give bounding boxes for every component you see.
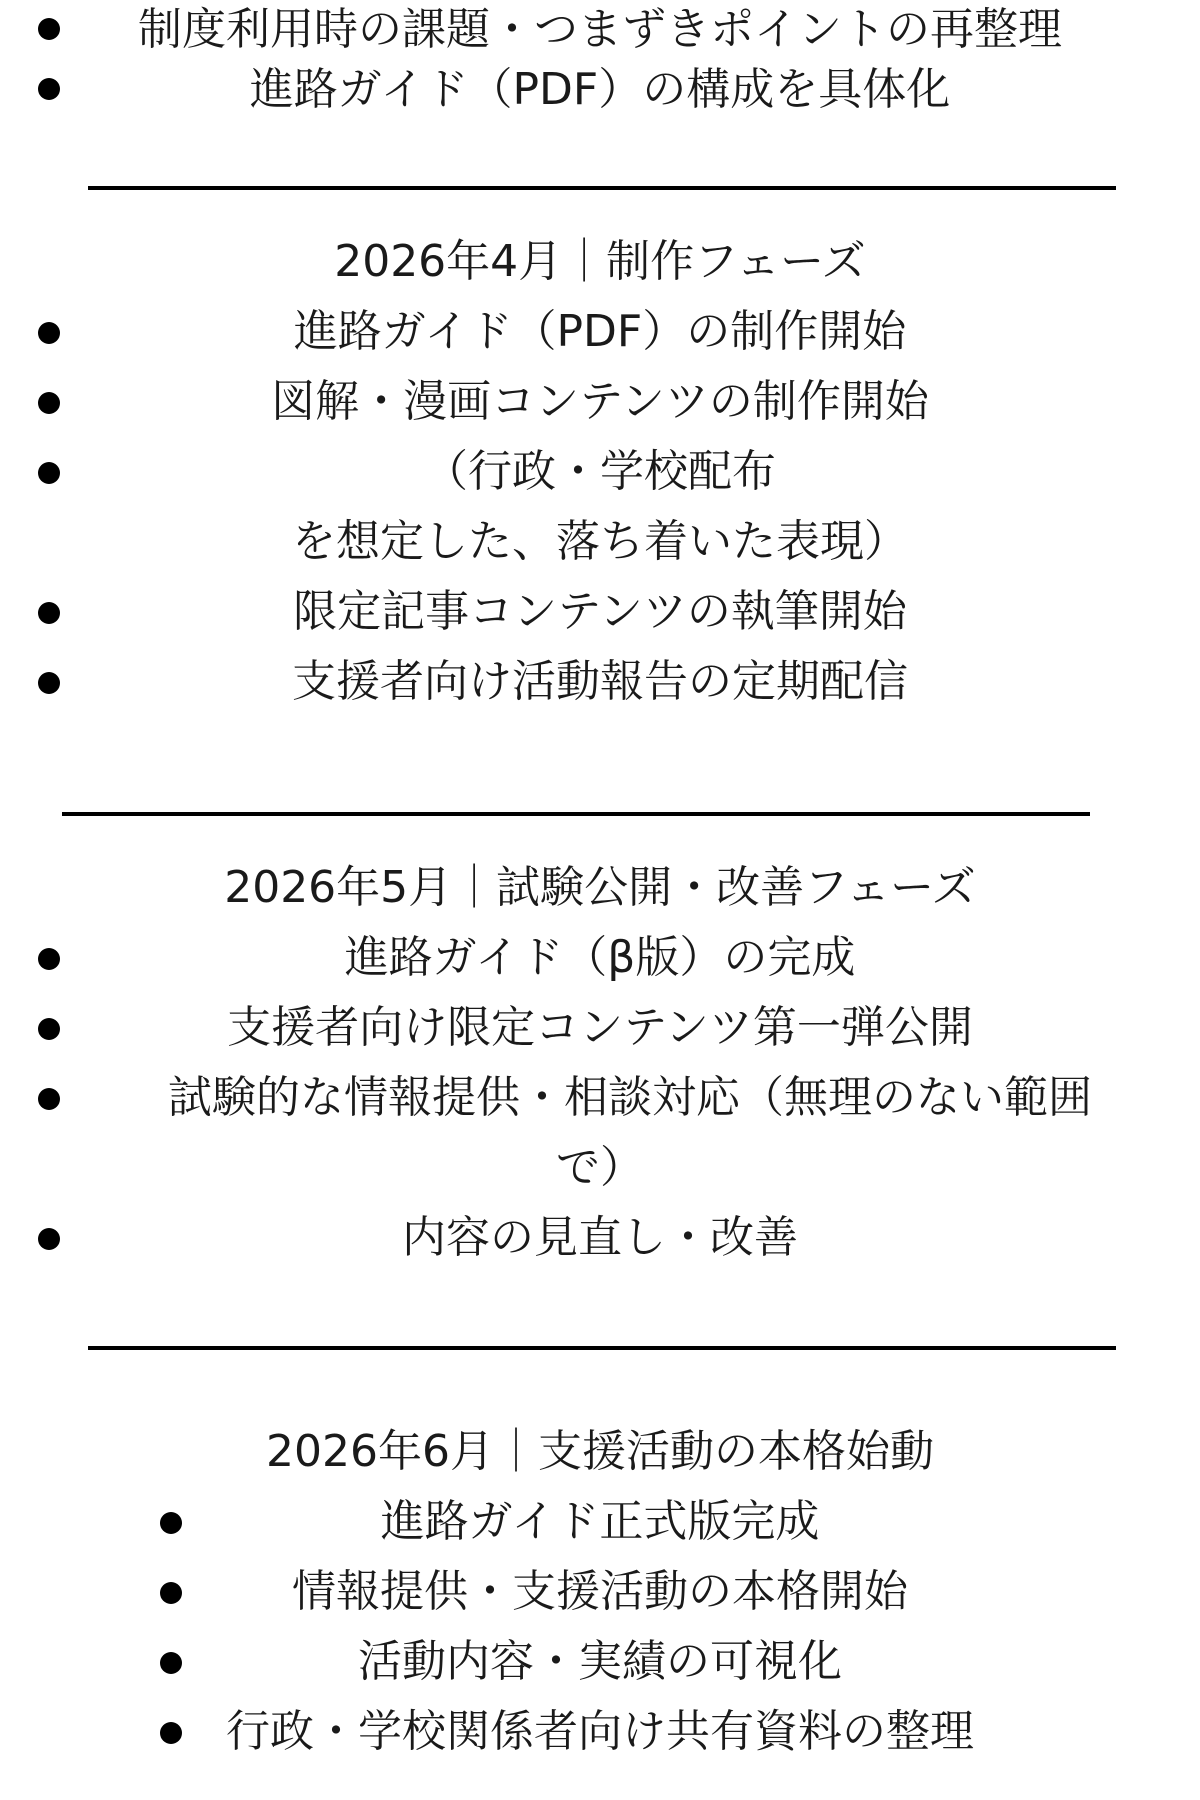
list-item: 進路ガイド（PDF）の構成を具体化 [249, 64, 951, 115]
list-item: 活動内容・実績の可視化 [358, 1636, 842, 1687]
list-item: 内容の見直し・改善 [402, 1212, 798, 1263]
list-item: 行政・学校関係者向け共有資料の整理 [226, 1706, 974, 1757]
list-item: 支援者向け限定コンテンツ第一弾公開 [227, 1002, 973, 1053]
list-item-continuation: で） [556, 1142, 644, 1193]
section-divider [88, 1346, 1116, 1350]
list-item: 情報提供・支援活動の本格開始 [292, 1566, 908, 1617]
list-item-continuation: を想定した、落ち着いた表現） [292, 516, 908, 567]
list-item: 進路ガイド（β版）の完成 [344, 932, 856, 983]
list-item: 進路ガイド（PDF）の制作開始 [293, 306, 907, 357]
list-item: 限定記事コンテンツの執筆開始 [293, 586, 907, 637]
section-heading: 2026年5月｜試験公開・改善フェーズ [224, 862, 976, 913]
section-heading: 2026年4月｜制作フェーズ [334, 236, 866, 287]
list-item: 図解・漫画コンテンツの制作開始 [271, 376, 929, 427]
list-item: 試験的な情報提供・相談対応（無理のない範囲 [168, 1072, 1092, 1123]
bullet-icon [38, 1088, 60, 1110]
section-divider [88, 186, 1116, 190]
list-item: 制度利用時の課題・つまずきポイントの再整理 [138, 4, 1062, 55]
list-item: 進路ガイド正式版完成 [380, 1496, 820, 1547]
section-heading: 2026年6月｜支援活動の本格始動 [266, 1426, 934, 1477]
section-divider [62, 812, 1090, 816]
list-item: （行政・学校配布 [424, 446, 776, 497]
list-item: 支援者向け活動報告の定期配信 [292, 656, 908, 707]
